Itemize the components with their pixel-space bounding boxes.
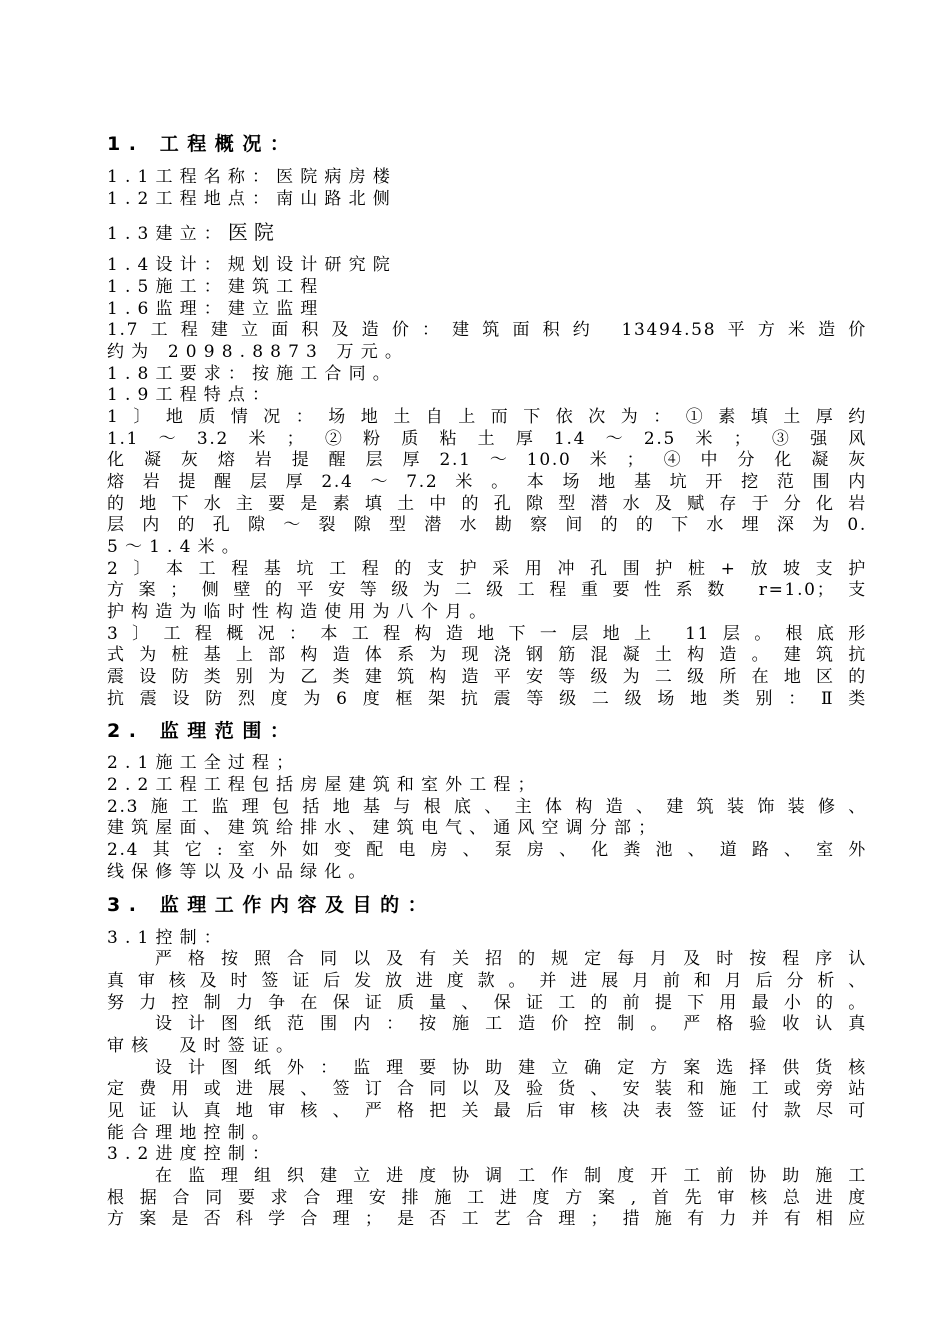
text-line: 方案；侧壁的平安等级为二级工程重要性系数 r=1.0；支 (107, 580, 867, 600)
text-line: 方案是否科学合理；是否工艺合理；措施有力并有相应 (107, 1209, 867, 1229)
text-line: 1.1工程名称：医院病房楼 (107, 167, 397, 187)
text-line: 抗震设防烈度为6度框架抗震等级二级场地类别：Ⅱ类 (107, 689, 867, 709)
text-line: 护构造为临时性构造使用为八个月。 (107, 602, 494, 622)
text-line: 设计图纸外：监理要协助建立确定方案选择供货核 (155, 1058, 867, 1078)
text-line: 震设防类别为乙类建筑构造平安等级为二级所在地区的 (107, 667, 867, 687)
text-line: 审核 及时签证。 (107, 1036, 301, 1056)
text-line: 化凝灰熔岩提醒层厚2.1～10.0米；④中分化凝灰 (107, 450, 867, 470)
text-line: 层内的孔隙～裂隙型潜水勘察间的的下水埋深为0. (107, 515, 867, 535)
text-line: 熔岩提醒层厚2.4～7.2米。本场地基坑开挖范围内 (107, 472, 867, 492)
text-line: 3.2进度控制： (107, 1144, 277, 1164)
text-line (107, 221, 867, 243)
text-line: 努力控制力争在保证质量、保证工的前提下用最小的。 (107, 993, 867, 1013)
section-heading-3: 3. 监理工作内容及目的： (107, 894, 436, 916)
text-line: 2.1施工全过程； (107, 753, 301, 773)
text-line-emphasis: 医院 (227, 221, 280, 243)
text-line: 严格按照合同以及有关招的规定每月及时按程序认 (155, 949, 867, 969)
text-line: 真审核及时签证后发放进度款。并进展月前和月后分析、 (107, 971, 867, 991)
text-line: 见证认真地审核、严格把关最后审核决表签证付款尽可 (107, 1101, 867, 1121)
text-line: 2〕本工程基坑工程的支护采用冲孔围护桩+放坡支护 (107, 559, 867, 579)
text-line: 约为 2098.8873 万元。 (107, 342, 409, 362)
text-line: 建筑屋面、建筑给排水、建筑电气、通风空调分部； (107, 818, 663, 838)
text-line-label: 1.3建立： (107, 224, 228, 243)
text-line: 3.1控制： (107, 928, 228, 948)
text-line: 1〕地质情况：场地土自上而下依次为：①素填土厚约 (107, 407, 867, 427)
text-line: 1.7工程建立面积及造价：建筑面积约 13494.58平方米造价 (107, 320, 867, 340)
text-line: 1.4设计：规划设计研究院 (107, 255, 397, 275)
section-heading-2: 2. 监理范围： (107, 720, 298, 742)
text-line: 5～1.4米。 (107, 537, 246, 557)
text-line: 1.2工程地点：南山路北侧 (107, 189, 397, 209)
text-line: 3〕工程概况：本工程构造地下一层地上 11层。根底形 (107, 624, 867, 644)
text-line: 定费用或进展、签订合同以及验货、安装和施工或旁站 (107, 1079, 867, 1099)
text-line: 1.5施工：建筑工程 (107, 277, 325, 297)
text-line: 1.8工要求：按施工合同。 (107, 364, 397, 384)
text-line: 1.9工程特点： (107, 385, 277, 405)
text-line: 2.4其它:室外如变配电房、泵房、化粪池、道路、室外 (107, 840, 867, 860)
text-line: 能合理地控制。 (107, 1123, 276, 1143)
text-line: 2.2工程工程包括房屋建筑和室外工程； (107, 775, 542, 795)
text-line: 式为桩基上部构造体系为现浇钢筋混凝土构造。建筑抗 (107, 645, 867, 665)
text-line: 设计图纸范围内：按施工造价控制。严格验收认真 (155, 1014, 867, 1034)
text-line: 根据合同要求合理安排施工进度方案,首先审核总进度 (107, 1188, 867, 1208)
text-line: 1.6监理：建立监理 (107, 299, 325, 319)
section-heading-1: 1. 工程概况： (107, 133, 298, 155)
text-line: 线保修等以及小品绿化。 (107, 862, 373, 882)
text-line: 1.1～3.2米；②粉质粘土厚1.4～2.5米；③强风 (107, 429, 867, 449)
text-line: 在监理组织建立进度协调工作制度开工前协助施工 (155, 1166, 867, 1186)
text-line: 2.3施工监理包括地基与根底、主体构造、建筑装饰装修、 (107, 797, 867, 817)
text-line: 的地下水主要是素填土中的孔隙型潜水及赋存于分化岩 (107, 494, 867, 514)
